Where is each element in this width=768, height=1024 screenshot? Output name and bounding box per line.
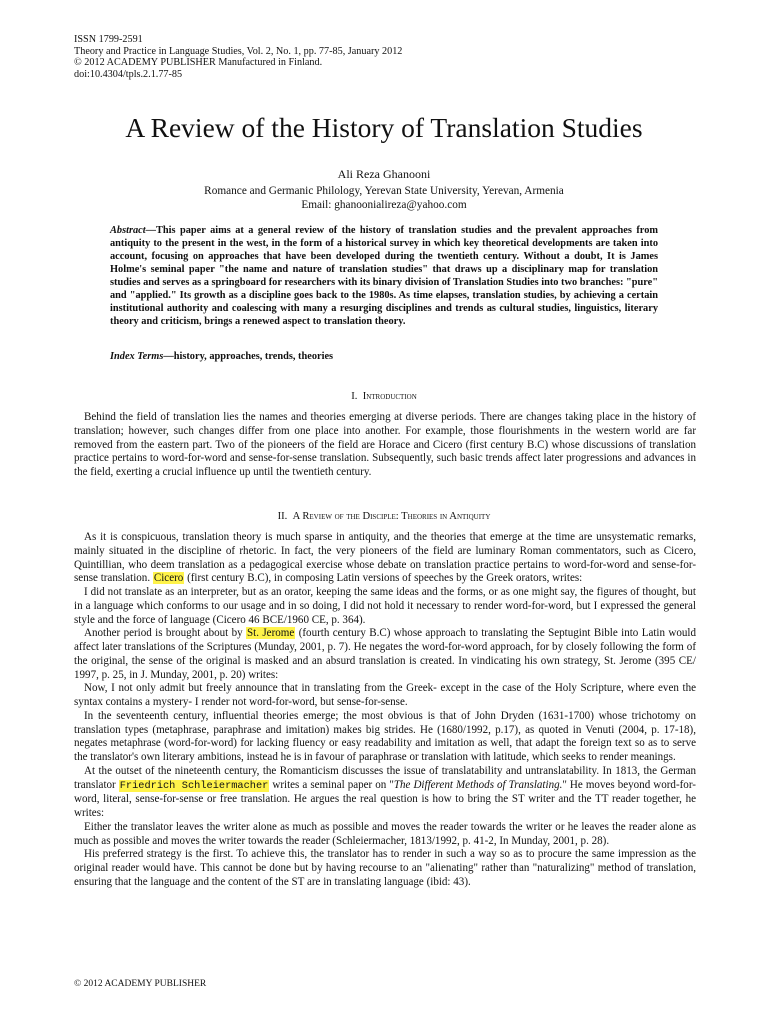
footer: © 2012 ACADEMY PUBLISHER <box>74 979 207 989</box>
author-block <box>0 167 768 213</box>
abstract-label: Abstract <box>110 225 146 236</box>
highlight-cicero: Cicero <box>153 572 184 585</box>
section-number: I. <box>351 391 358 402</box>
paragraph <box>74 627 696 682</box>
section-heading-introduction <box>0 391 768 403</box>
highlight-st-jerome: St. Jerome <box>247 627 295 640</box>
block-quote: I did not translate as an interpreter, but as an orator, keeping the same ideas and the forms, or as one might say, the figures of thought, but in a language which conforms to our usage and in so doing, I did not hold it necessary to render word-for-word, but I expressed the general style and the force of language (Cicero 46 BCE/1960 CE, p. 364). <box>74 586 696 626</box>
author-name: Ali Reza Ghanooni <box>337 167 431 181</box>
text-run: At the outset of the nineteenth century, the Romanticism discusses the issue of translatability and untranslatability. In 1813, the German translator <box>74 764 696 791</box>
section-title: A Review of the Disciple: Theories in Antiquity <box>292 511 491 522</box>
issn: ISSN 1799-2591 <box>74 34 143 45</box>
text-run: " He moves beyond word-for-word, literal, sense-for-sense or free translation. He argues the real question is how to bring the ST writer and the TT reader together, he writes: <box>74 778 696 819</box>
paragraph: In the seventeenth century, influential theories emerge; the most obvious is that of John Dryden (1631-1700) whose trichotomy on translation types (metaphrase, paraphrase and imitation) makes big strides. He (1680/1992, p.17), as quoted in Venuti (2004, p. 17-18), negates metaphrase (word-for-word) for lacking fluency or easy readability and imitation as well, that adapt the foreign text so as to serve the translator's own literary ambitions, instead he is in favour of paraphrase or translation with latitude, which seeks to render meanings. <box>74 709 696 763</box>
paragraph: Behind the field of translation lies the names and theories emerging at diverse periods. There are changes taking place in the history of translation; however, such changes differ from one place into another. For example, those flourishments in the western world are far removed from the eastern part. Two of the pioneers of the field are Horace and Cicero (first century B.C) whose discussions of translation practice pertains to word-for-word and sense-for-sense translation. Subsequently, such basic trends affect later progressions and advances in the field, exerting a crucial influence up until the twentieth century. <box>74 411 696 478</box>
paragraph <box>74 531 696 586</box>
section-heading-antiquity <box>0 511 768 523</box>
doi: doi:10.4304/tpls.2.1.77-85 <box>74 68 183 80</box>
author-email: Email: ghanoonialireza@yahoo.com <box>301 199 467 211</box>
journal-citation: Theory and Practice in Language Studies, Vol. 2, No. 1, pp. 77-85, January 2012 <box>74 45 403 57</box>
section-title: Introduction <box>362 391 417 402</box>
index-terms <box>110 350 658 363</box>
paper-title: A Review of the History of Translation Studies <box>125 112 643 143</box>
text-run: writes a seminal paper on " <box>272 778 394 791</box>
introduction-body <box>74 411 696 480</box>
text-run: (first century B.C), in composing Latin versions of speeches by the Greek orators, writes: <box>187 572 583 585</box>
section-number: II. <box>277 511 288 522</box>
abstract-text: —This paper aims at a general review of the history of translation studies and the prevalent approaches from antiquity to the present in the west, in the form of a historical survey in which key theoretical developments are taken into account, focusing on approaches that have been developed during the twentieth century. Without a doubt, It is James Holme's seminal paper "the name and nature of translation studies" that draws up a disciplinary map for translation studies and serves as a springboard for researchers with its binary division of Translation Studies into two branches: "pure" and "applied." Its growth as a discipline goes back to the 1980s. As time elapses, translation studies, by achieving a certain institutional authority and coalescing with many a resurging disciplines and trends as cultural studies, linguistics, literary theory and criticism, brings a renewed aspect to translation theory. <box>110 225 658 328</box>
italic-title: The Different Methods of Translating. <box>393 778 563 791</box>
index-terms-text: —history, approaches, trends, theories <box>163 351 334 362</box>
text-run: (fourth century B.C) whose approach to translating the Septugint Bible into Latin would affect later translations of the Scriptures (Munday, 2001, p. 7). He negates the word-for-word approach, for by closely following the form of the original, the sense of the original is masked and an absurd translation is created. In vindicating his own strategy, St. Jerome (395 CE/ 1997, p. 25, in J. Munday, 2001, p. 20) writes: <box>74 627 697 681</box>
text-run: As it is conspicuous, translation theory is much sparse in antiquity, and the theories that emerge at the time are unsystematic remarks, mainly situated in the discipline of rhetoric. In fact, the very pioneers of the field are luminary Roman commentators, such as Cicero, Quintillian, who deem translation as a pedagogical exercise whose debate on translation practice pertains to word-for-word and sense-for-sense translation. <box>74 531 696 585</box>
paragraph: His preferred strategy is the first. To achieve this, the translator has to render in such a way so as to procure the same impression as the original reader would have. This cannot be done but by having recourse to an "alienating" rather than "naturalizing" method of translation, ensuring that the language and the content of the ST are in translating language (ibid: 43). <box>74 848 696 888</box>
publisher-line: © 2012 ACADEMY PUBLISHER Manufactured in Finland. <box>74 57 323 69</box>
block-quote: Either the translator leaves the writer alone as much as possible and moves the reader towards the writer or he leaves the reader alone as much as possible and moves the writer towards the reader (Schleiermacher, 1813/1992, p. 41-2, In Munday, 2001, p. 28). <box>74 820 696 847</box>
antiquity-body <box>74 531 696 890</box>
text-run: Another period is brought about by <box>84 627 243 640</box>
journal-header <box>74 34 402 80</box>
paragraph <box>74 765 696 821</box>
author-affiliation: Romance and Germanic Philology, Yerevan State University, Yerevan, Armenia <box>204 184 564 197</box>
block-quote: Now, I not only admit but freely announce that in translating from the Greek- except in the case of the Holy Scripture, where even the syntax contains a mystery- I render not word-for-word, but sense-for-sense. <box>74 682 696 708</box>
highlight-schleiermacher: Friedrich Schleiermacher <box>119 779 269 792</box>
abstract <box>110 224 658 328</box>
index-terms-label: Index Terms <box>110 351 164 362</box>
